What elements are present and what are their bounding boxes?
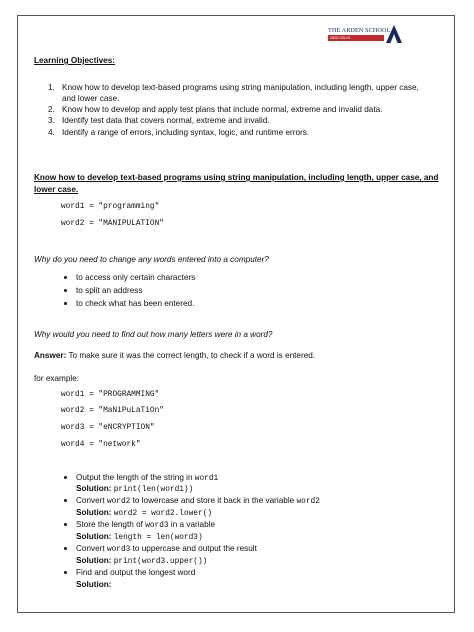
bullet-item: to access only certain characters	[76, 273, 196, 282]
task-item	[76, 567, 195, 578]
solution-code: print(word3.upper())	[113, 558, 208, 566]
solution-label: Solution:	[76, 484, 112, 493]
bullet-icon	[64, 571, 67, 574]
objective-item: Know how to develop text-based programs using string manipulation, including length, upper case,	[62, 83, 419, 92]
bullet-icon	[64, 289, 67, 292]
code-line: word2 = "MANIPULATION"	[61, 220, 164, 228]
school-name: THE ARDEN SCHOOL	[328, 27, 391, 34]
solution-label: Solution:	[76, 532, 112, 541]
bullet-icon	[64, 547, 67, 550]
bullet-icon	[64, 302, 67, 305]
for-example: for example:	[34, 374, 80, 383]
objective-number: 1.	[48, 83, 55, 92]
code-line: word1 = "programming"	[61, 203, 160, 211]
solution-code: length = len(word3)	[113, 534, 203, 542]
code-line: word4 = "network"	[61, 441, 141, 449]
objective-item: Identify a range of errors, including syntax, logic, and runtime errors.	[62, 128, 310, 137]
answer	[34, 350, 315, 361]
task-text: Find and output the longest word	[76, 568, 196, 577]
objective-item: Know how to develop and apply test plans that include normal, extreme and invalid data.	[62, 105, 383, 114]
code-line: word3 = "eNCRYPTION"	[61, 424, 155, 432]
task-text: to uppercase and output the result	[130, 544, 257, 553]
task-text: Convert	[76, 496, 107, 505]
task-text: Store the length of	[76, 520, 146, 529]
bullet-item: to split an address	[76, 286, 143, 295]
bullet-icon	[64, 499, 67, 502]
bullet-icon	[64, 523, 67, 526]
code-line: word2 = "MaNiPuLaTiOn"	[61, 407, 164, 415]
task-code: word2	[296, 498, 320, 506]
objective-number: 3.	[48, 116, 55, 125]
task-text: in a variable	[168, 520, 216, 529]
objectives-heading: Learning Objectives:	[34, 56, 115, 65]
question-1: Why do you need to change any words entered into a computer?	[34, 255, 269, 264]
task-code: word3	[145, 522, 169, 530]
task-text: to lowercase and store it back in the variable	[130, 496, 297, 505]
school-tagline: NEW DELHI	[330, 36, 350, 40]
bullet-icon	[64, 476, 67, 479]
objective-number: 2.	[48, 105, 55, 114]
answer-text: To make sure it was the correct length, to check if a word is entered.	[66, 351, 316, 360]
solution-label: Solution:	[76, 556, 112, 565]
task-code: word3	[106, 546, 131, 554]
objective-number: 4.	[48, 128, 55, 137]
objective-item-cont: and lower case.	[62, 94, 120, 103]
task-solution	[76, 579, 111, 590]
section-heading-cont: lower case.	[34, 185, 79, 194]
bullet-item: to check what has been entered.	[76, 299, 195, 308]
code-line: word1 = "PROGRAMMING"	[61, 391, 160, 399]
solution-code: print(len(word1))	[113, 486, 194, 494]
question-2: Why would you need to find out how many letters were in a word?	[34, 330, 273, 339]
bullet-icon	[64, 276, 67, 279]
solution-label: Solution:	[76, 508, 112, 517]
task-text: Output the length of the string in	[76, 473, 195, 482]
logo-bar	[328, 35, 384, 41]
solution-label: Solution:	[76, 580, 112, 589]
solution-code: word2 = word2.lower()	[113, 510, 213, 518]
task-code: word1	[194, 475, 219, 483]
school-logo	[328, 27, 408, 47]
answer-label: Answer:	[34, 351, 67, 360]
objective-item: Identify test data that covers normal, extreme and invalid.	[62, 116, 270, 125]
section-heading: Know how to develop text-based programs using string manipulation, including length, upper case, and	[34, 173, 439, 182]
task-code: word2	[106, 498, 131, 506]
school-a-icon	[384, 24, 404, 44]
task-text: Convert	[76, 544, 107, 553]
